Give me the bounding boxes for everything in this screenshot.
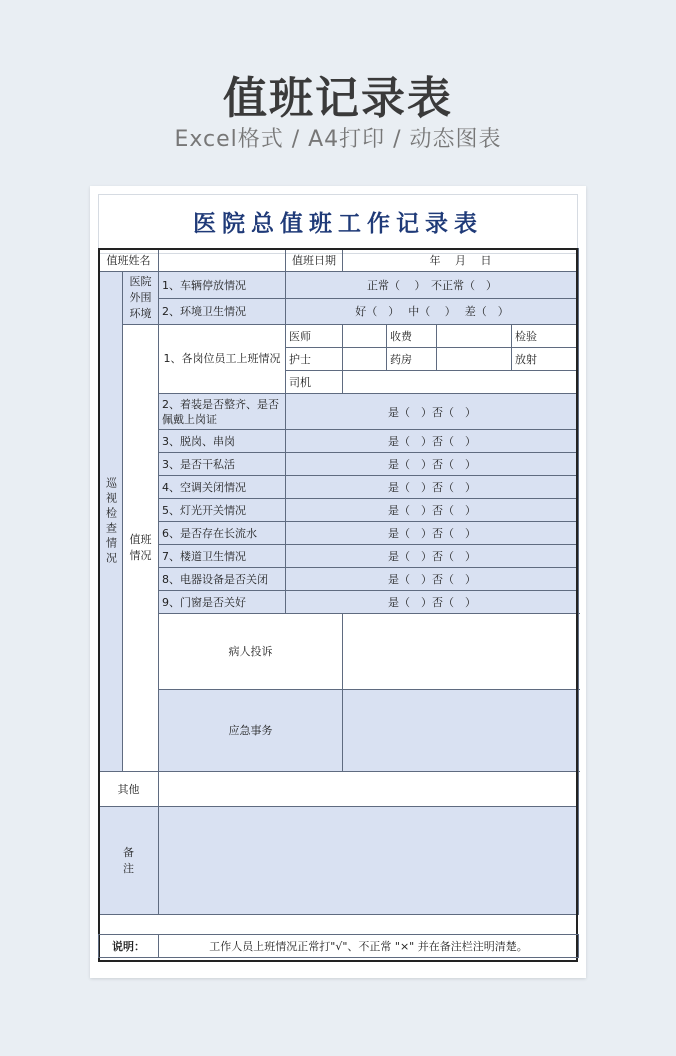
staff-driver-field[interactable] <box>343 371 579 394</box>
other-label: 其他 <box>99 772 159 807</box>
hero-subtitle: Excel格式 / A4打印 / 动态图表 <box>174 127 502 152</box>
staff-nurse-label: 护士 <box>286 348 343 371</box>
row-item-value[interactable]: 是（ ）否（ ） <box>286 545 579 568</box>
note-table <box>98 934 579 958</box>
row-item-value[interactable]: 是（ ）否（ ） <box>286 568 579 591</box>
staff-lab-label: 检验 <box>512 325 579 348</box>
row-item-label: 4、空调关闭情况 <box>159 476 286 499</box>
row-dress-label: 2、着装是否整齐、是否佩戴上岗证 <box>159 394 286 430</box>
staff-doctor-label: 医师 <box>286 325 343 348</box>
duty-date-field[interactable]: 年 月 日 <box>343 249 579 272</box>
complaint-label: 病人投诉 <box>159 614 343 690</box>
section-outside: 医院外围环境 <box>123 272 159 325</box>
row-item-label: 7、楼道卫生情况 <box>159 545 286 568</box>
duty-date-label: 值班日期 <box>286 249 343 272</box>
staff-pharmacy-field[interactable] <box>437 348 512 371</box>
other-field[interactable] <box>159 772 579 807</box>
row-item-label: 3、是否干私活 <box>159 453 286 476</box>
duty-name-field[interactable] <box>159 249 286 272</box>
note-label: 说明： <box>99 935 159 958</box>
row-staff-label: 1、各岗位员工上班情况 <box>159 325 286 394</box>
note-text: 工作人员上班情况正常打"√"、不正常 "×" 并在备注栏注明清楚。 <box>159 935 579 958</box>
form-sheet <box>90 186 586 978</box>
remark-field[interactable] <box>159 807 579 915</box>
row-item-value[interactable]: 是（ ）否（ ） <box>286 430 579 453</box>
emergency-field[interactable] <box>343 690 579 772</box>
row-vehicle-value[interactable]: 正常（ ） 不正常（ ） <box>286 272 579 299</box>
row-item-value[interactable]: 是（ ）否（ ） <box>286 499 579 522</box>
emergency-label: 应急事务 <box>159 690 343 772</box>
row-item-label: 3、脱岗、串岗 <box>159 430 286 453</box>
section-patrol: 巡视检查情况 <box>99 272 123 772</box>
section-onduty: 值班情况 <box>123 325 159 772</box>
staff-nurse-field[interactable] <box>343 348 387 371</box>
row-item-label: 6、是否存在长流水 <box>159 522 286 545</box>
row-env-value[interactable]: 好（ ） 中（ ） 差（ ） <box>286 298 579 325</box>
row-vehicle-label: 1、车辆停放情况 <box>159 272 286 299</box>
row-item-value[interactable]: 是（ ）否（ ） <box>286 453 579 476</box>
row-env-label: 2、环境卫生情况 <box>159 298 286 325</box>
duty-name-label: 值班姓名 <box>99 249 159 272</box>
remark-label: 备注 <box>99 807 159 915</box>
row-item-value[interactable]: 是（ ）否（ ） <box>286 591 579 614</box>
row-item-label: 5、灯光开关情况 <box>159 499 286 522</box>
staff-radiology-label: 放射 <box>512 348 579 371</box>
row-dress-value[interactable]: 是（ ）否（ ） <box>286 394 579 430</box>
complaint-field[interactable] <box>343 614 579 690</box>
staff-driver-label: 司机 <box>286 371 343 394</box>
staff-fee-label: 收费 <box>387 325 437 348</box>
row-item-value[interactable]: 是（ ）否（ ） <box>286 522 579 545</box>
row-item-label: 8、电器设备是否关闭 <box>159 568 286 591</box>
staff-fee-field[interactable] <box>437 325 512 348</box>
staff-pharmacy-label: 药房 <box>387 348 437 371</box>
hero-title: 值班记录表 <box>223 73 453 124</box>
staff-doctor-field[interactable] <box>343 325 387 348</box>
duty-record-table <box>98 248 579 915</box>
row-item-label: 9、门窗是否关好 <box>159 591 286 614</box>
row-item-value[interactable]: 是（ ）否（ ） <box>286 476 579 499</box>
form-title: 医院总值班工作记录表 <box>98 194 578 254</box>
